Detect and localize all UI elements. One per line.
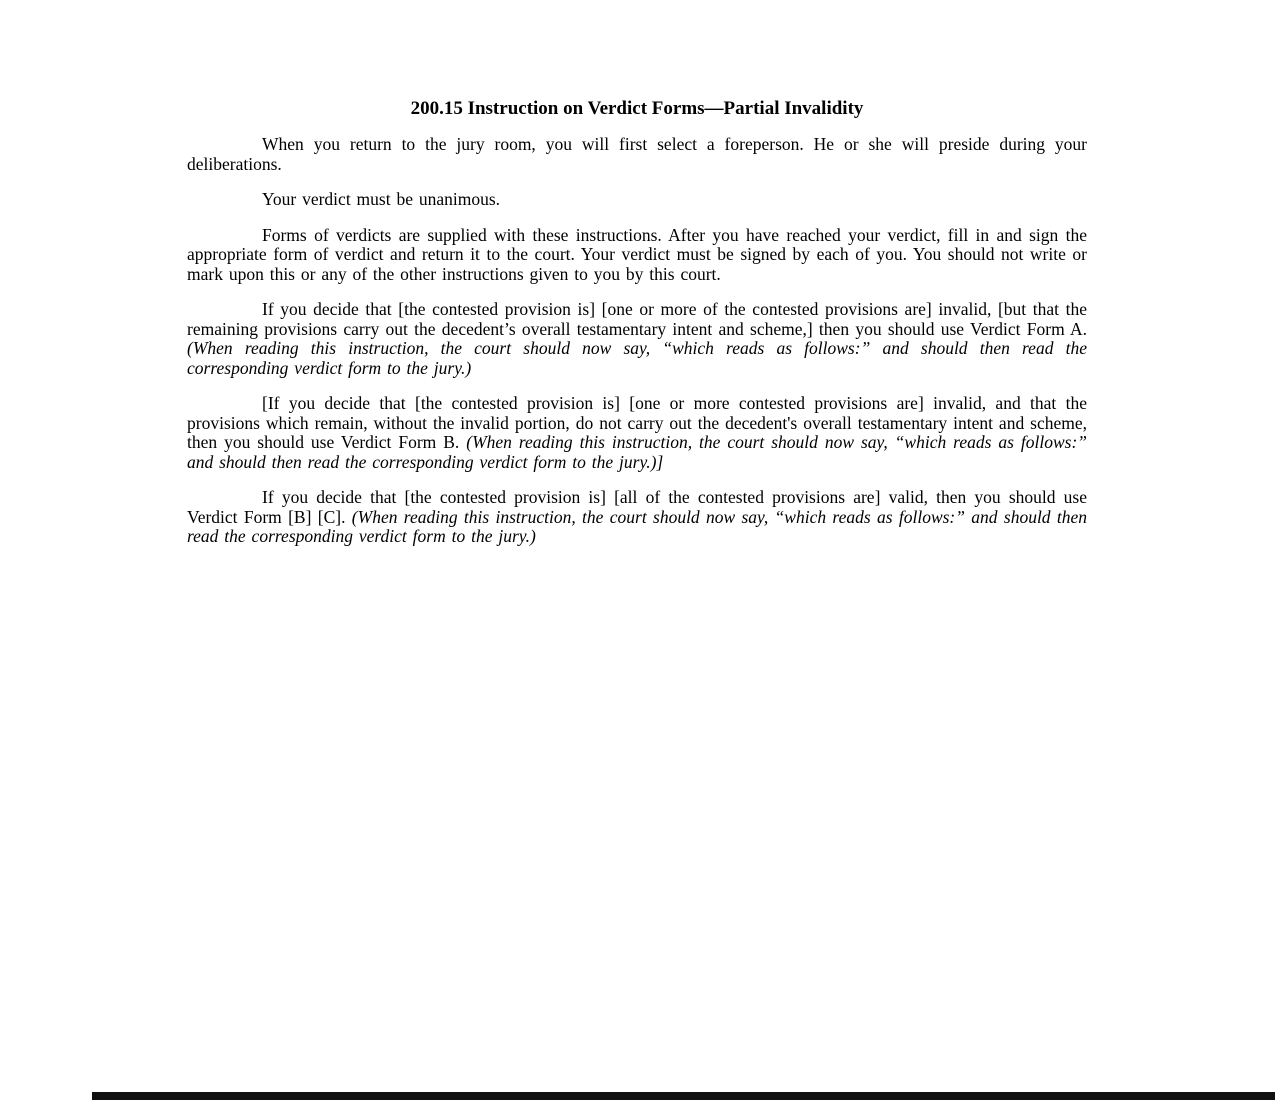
document-page (187, 98, 1087, 563)
document-title: 200.15 Instruction on Verdict Forms—Partial Invalidity (410, 98, 864, 119)
paragraph-text: [If you decide that [the contested provision is] [one or more contested provisions are] invalid, and that the provisions which remain, without the invalid portion, do not carry out the decedent's overall testamentary intent and scheme, then you should use Verdict Form B. (187, 393, 1087, 452)
paragraph (187, 488, 1087, 547)
paragraph (187, 394, 1087, 472)
paragraph-text: If you decide that [the contested provision is] [one or more of the contested provisions are] invalid, [but that the remaining provisions carry out the decedent’s overall testamentary intent and scheme,] then you should use Verdict Form A. (187, 299, 1087, 339)
paragraph-text: Forms of verdicts are supplied with these instructions. After you have reached your verdict, fill in and sign the appropriate form of verdict and return it to the court. Your verdict must be signed by each of you. You should not write or mark upon this or any of the other instructions given to you by this court. (187, 224, 1087, 284)
paragraph (187, 190, 1087, 210)
paragraph (187, 135, 1087, 174)
paragraph (187, 226, 1087, 285)
paragraph-italic-text: (When reading this instruction, the court should now say, “which reads as follows:” and should then read the corresponding verdict form to the jury.)] (187, 432, 1087, 472)
paragraph (187, 300, 1087, 378)
paragraph-text: If you decide that [the contested provision is] [all of the contested provisions are] valid, then you should use Verdict Form [B] [C]. (187, 487, 1087, 527)
paragraph-text: When you return to the jury room, you will first select a foreperson. He or she will preside during your deliberations. (187, 134, 1087, 174)
paragraph-italic-text: (When reading this instruction, the court should now say, “which reads as follows:” and should then read the corresponding verdict form to the jury.) (187, 338, 1087, 378)
paragraph-italic-text: (When reading this instruction, the court should now say, “which reads as follows:” and should then read the corresponding verdict form to the jury.) (187, 506, 1088, 546)
scan-artifact-bar (92, 1092, 1275, 1100)
paragraph-text: Your verdict must be unanimous. (262, 189, 501, 209)
